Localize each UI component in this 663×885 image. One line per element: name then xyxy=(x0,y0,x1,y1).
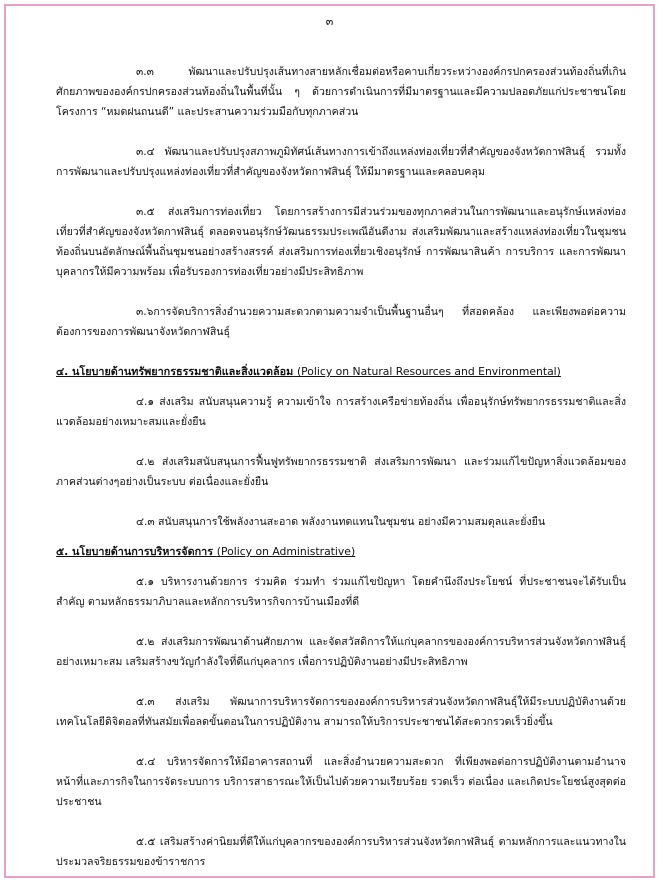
document-body xyxy=(56,62,626,878)
section-heading-5 xyxy=(56,542,626,562)
paragraph-4-3: ๔.๓ สนับสนุนการใช้พลังงานสะอาด พลังงานทดแทนในชุมชน อย่างมีความสมดุลและยั่งยืน xyxy=(136,516,546,528)
section-heading-5-english: (Policy on Administrative) xyxy=(216,545,356,558)
paragraph-3-4: ๓.๔ พัฒนาและปรับปรุงสภาพภูมิทัศน์เส้นทางการเข้าถึงแหล่งท่องเที่ยวที่สำคัญของจังหวัดกาฬสินธุ์ รวมทั้งการพัฒนาและปรับปรุงแหล่งท่องเที่ยวที่สำคัญของจังหวัดกาฬสินธุ์ ให้มีมาตรฐานและคลอบคลุม xyxy=(56,146,626,178)
section-heading-4-english: (Policy on Natural Resources and Environmental) xyxy=(296,365,561,378)
paragraph-3-6: ๓.๖การจัดบริการสิ่งอำนวยความสะดวกตามความจำเป็นพื้นฐานอื่นๆ ที่สอดคล้อง และเพียงพอต่อความต้องการของการพัฒนาจังหวัดกาฬสินธุ์ xyxy=(56,306,626,338)
paragraph-5-2: ๕.๒ ส่งเสริมการพัฒนาด้านศักยภาพ และจัดสวัสดิการให้แก่บุคลากรขององค์การบริหารส่วนจังหวัดกาฬสินธุ์อย่างเหมาะสม เสริมสร้างขวัญกำลังใจที่ดีแก่บุคลากร เพื่อการปฏิบัติงานอย่างมีประสิทธิภาพ xyxy=(56,636,626,668)
section-heading-5-thai: ๕. นโยบายด้านการบริหารจัดการ xyxy=(56,545,214,558)
paragraph-3-5: ๓.๕ ส่งเสริมการท่องเที่ยว โดยการสร้างการมีส่วนร่วมของทุกภาคส่วนในการพัฒนาและอนุรักษ์แหล่งท่องเที่ยวที่สำคัญของจังหวัดกาฬสินธุ์ ตลอดจนอนุรักษ์วัฒนธรรมประเพณีอันดีงาม ส่งเสริมพัฒนาและสร้างแหล่งท่องเที่ยวในชุมชนท้องถิ่นบนอัตลักษณ์พื้นถิ่นชุมชนอย่างสร้างสรรค์ ส่งเสริมการท่องเที่ยวเชิงอนุรักษ์ การพัฒนาสินค้า การบริการ และการพัฒนาบุคลากรให้มีความพร้อม เพื่อรับรองการท่องเที่ยวอย่างมีประสิทธิภาพ xyxy=(56,206,626,278)
page-number: ๓ xyxy=(325,15,334,28)
paragraph-5-5: ๕.๕ เสริมสร้างค่านิยมที่ดีให้แก่บุคลากรขององค์การบริหารส่วนจังหวัดกาฬสินธุ์ ตามหลักการและแนวทางในประมวลจริยธรรมของข้าราชการ xyxy=(56,836,626,868)
paragraph-5-1: ๕.๑ บริหารงานด้วยการ ร่วมคิด ร่วมทำ ร่วมแก้ไขปัญหา โดยคำนึงถึงประโยชน์ ที่ประชาชนจะได้รับเป็นสำคัญ ตามหลักธรรมาภิบาลและหลักการบริหารกิจการบ้านเมืองที่ดี xyxy=(56,576,626,608)
section-heading-4-thai: ๔. นโยบายด้านทรัพยากรธรรมชาติและสิ่งแวดล้อม xyxy=(56,365,294,378)
paragraph-4-1: ๔.๑ ส่งเสริม สนับสนุนความรู้ ความเข้าใจ การสร้างเครือข่ายท้องถิ่น เพื่ออนุรักษ์ทรัพยากรธรรมชาติและสิ่งแวดล้อมอย่างเหมาะสมและยั่งยืน xyxy=(56,396,626,428)
document-page xyxy=(4,4,655,878)
paragraph-4-2: ๔.๒ ส่งเสริมสนับสนุนการฟื้นฟูทรัพยากรธรรมชาติ ส่งเสริมการพัฒนา และร่วมแก้ไขปัญหาสิ่งแวดล้อมของภาคส่วนต่างๆอย่างเป็นระบบ ต่อเนื่องและยั่งยืน xyxy=(56,456,626,488)
paragraph-5-3: ๕.๓ ส่งเสริม พัฒนาการบริหารจัดการขององค์การบริหารส่วนจังหวัดกาฬสินธุ์ให้มีระบบปฏิบัติงานด้วยเทคโนโลยีดิจิตอลที่ทันสมัยเพื่อลดขั้นตอนในการปฏิบัติงาน สามารถให้บริการประชาชนได้สะดวกรวดเร็วยิ่งขึ้น xyxy=(56,696,626,728)
paragraph-3-3: ๓.๓ พัฒนาและปรับปรุงเส้นทางสายหลักเชื่อมต่อหรือคาบเกี่ยวระหว่างองค์กรปกครองส่วนท้องถิ่นที่เกินศักยภาพขององค์กรปกครองส่วนท้องถิ่นในพื้นที่นั้น ๆ ด้วยการดำเนินการที่มีมาตรฐานและมีความปลอดภัยแก่ประชาชนโดยโครงการ “หมดฝนถนนดี” และประสานความร่วมมือกับทุกภาคส่วน xyxy=(56,66,626,118)
section-heading-4 xyxy=(56,362,626,382)
paragraph-5-4: ๕.๔ บริหารจัดการให้มีอาคารสถานที่ และสิ่งอำนวยความสะดวก ที่เพียงพอต่อการปฏิบัติงานตามอำนาจหน้าที่และภารกิจในการจัดระบบการ บริการสาธารณะให้เป็นไปด้วยความเรียบร้อย รวดเร็ว ต่อเนื่อง และเกิดประโยชน์สูงสุดต่อประชาชน xyxy=(56,756,626,808)
